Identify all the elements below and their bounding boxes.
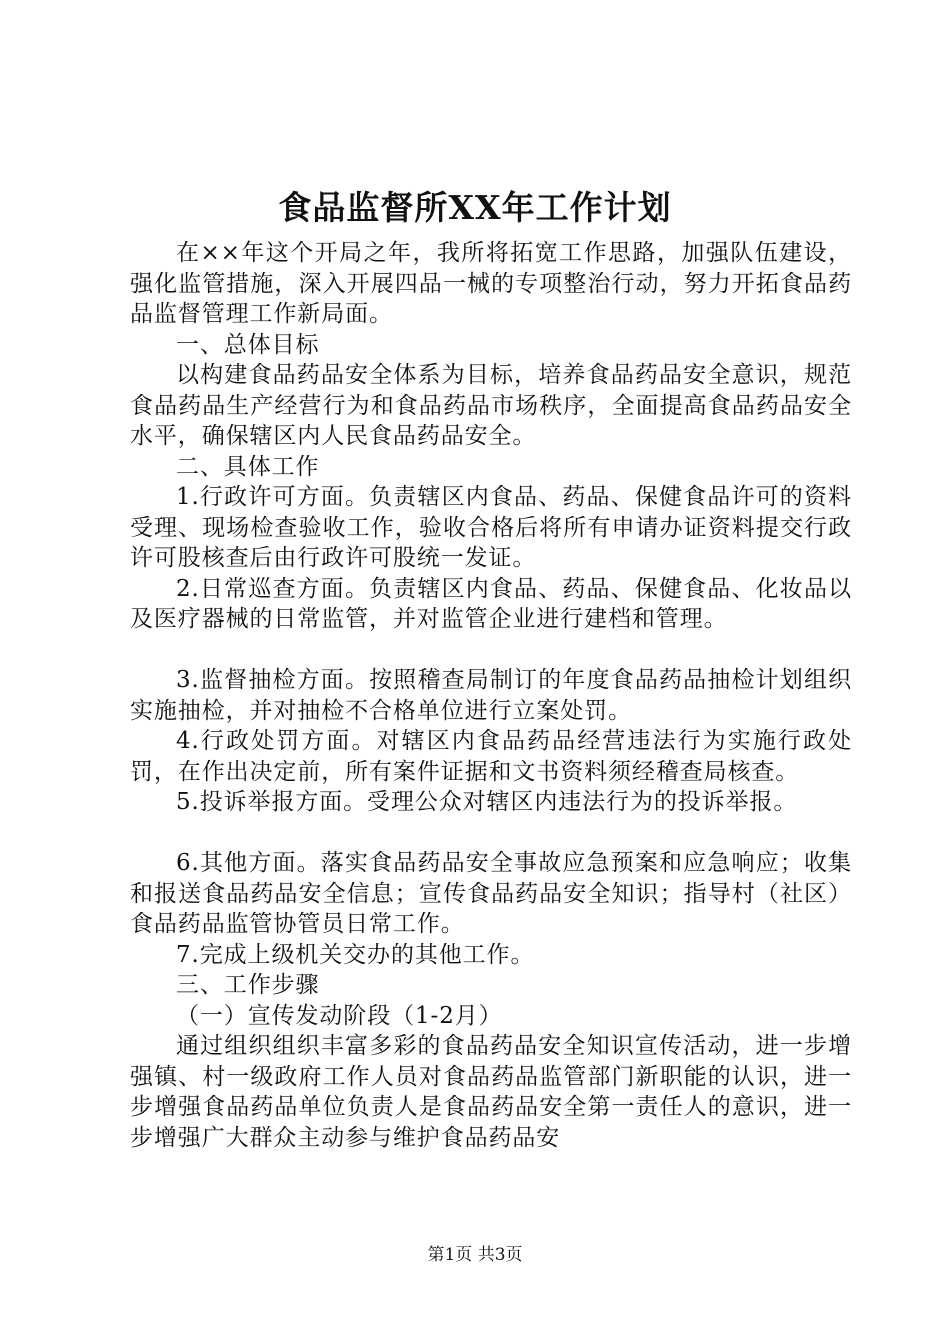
section-heading-work-steps: 三、工作步骤 [176, 972, 320, 998]
subsection-heading-publicity-stage: （一）宣传发动阶段（1-2月） [176, 1002, 503, 1029]
work-item-1: 1.行政许可方面。负责辖区内食品、药品、保健食品许可的资料受理、现场检查验收工作，验收合格后将所有申请办证资料提交行政许可股核查后由行政许可股统一发证。 [130, 484, 852, 571]
document-title: 食品监督所XX年工作计划 [278, 188, 672, 227]
goal-paragraph: 以构建食品药品安全体系为目标，培养食品药品安全意识，规范食品药品生产经营行为和食品药品市场秩序，全面提高食品药品安全水平，确保辖区内人民食品药品安全。 [130, 362, 852, 449]
work-item-5: 5.投诉举报方面。受理公众对辖区内违法行为的投诉举报。 [176, 789, 798, 815]
section-heading-specific-work: 二、具体工作 [176, 453, 320, 480]
page-indicator: 第1页 共3页 [427, 1245, 523, 1265]
intro-paragraph: 在××年这个开局之年，我所将拓宽工作思路，加强队伍建设，强化监管措施，深入开展四品一械的专项整治行动，努力开拓食品药品监督管理工作新局面。 [130, 240, 852, 327]
work-item-6: 6.其他方面。落实食品药品安全事故应急预案和应急响应；收集和报送食品药品安全信息；宣传食品药品安全知识；指导村（社区）食品药品监管协管员日常工作。 [130, 850, 852, 937]
work-item-7: 7.完成上级机关交办的其他工作。 [176, 941, 535, 968]
document-body [130, 238, 852, 1153]
work-item-4: 4.行政处罚方面。对辖区内食品药品经营违法行为实施行政处罚，在作出决定前，所有案件证据和文书资料须经稽查局核查。 [130, 728, 852, 785]
publicity-paragraph: 通过组织组织丰富多彩的食品药品安全知识宣传活动，进一步增强镇、村一级政府工作人员对食品药品监管部门新职能的认识，进一步增强食品药品单位负责人是食品药品安全第一责任人的意识，进一步增强广大群众主动参与维护食品药品安 [130, 1033, 852, 1151]
work-item-2: 2.日常巡查方面。负责辖区内食品、药品、保健食品、化妆品以及医疗器械的日常监管，并对监管企业进行建档和管理。 [130, 575, 852, 632]
work-item-3: 3.监督抽检方面。按照稽查局制订的年度食品药品抽检计划组织实施抽检，并对抽检不合格单位进行立案处罚。 [130, 667, 852, 724]
section-heading-overall-goal: 一、总体目标 [176, 331, 320, 358]
